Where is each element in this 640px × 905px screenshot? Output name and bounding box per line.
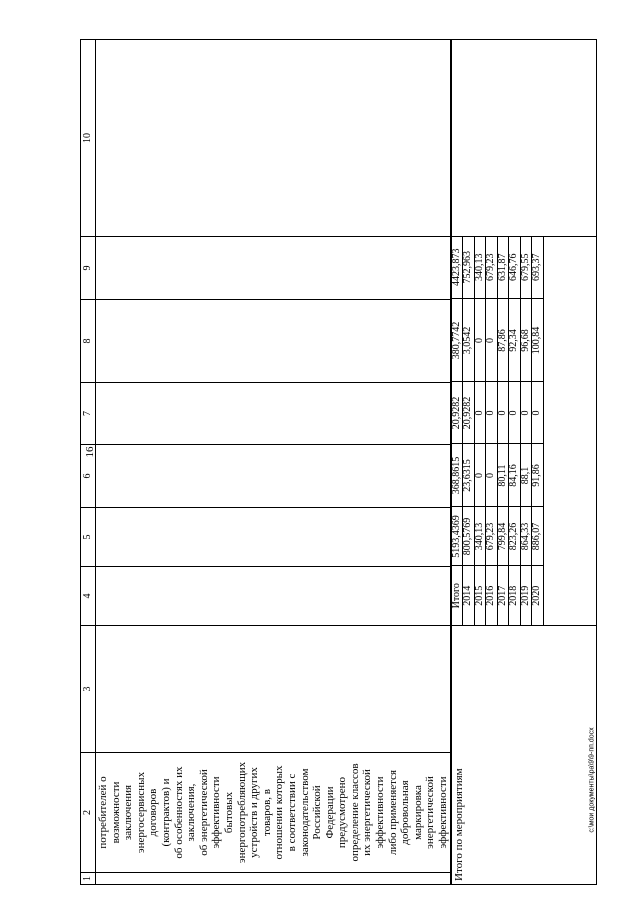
totals-cell-c5: 886,07 (532, 507, 544, 566)
totals-cell-c6: 84,16 (509, 444, 521, 507)
column-number: 7 (81, 383, 96, 445)
measure-number-cell (96, 873, 451, 885)
totals-cell-c6: 80,11 (497, 444, 509, 507)
totals-cell-c8: 0 (474, 299, 486, 382)
totals-cell-c9: 340,13 (474, 236, 486, 299)
total-row (451, 40, 597, 885)
column-number-row (81, 40, 96, 885)
totals-cell-c5: 800,5769 (463, 507, 475, 566)
totals-cell-c8: 0 (486, 299, 498, 382)
totals-cell-c8: 380,7742 (452, 299, 463, 382)
page-number: 16 (84, 446, 96, 458)
column-number: 1 (81, 873, 96, 885)
totals-cell-c5: 864,33 (520, 507, 532, 566)
totals-cell-c6: 23,6315 (463, 444, 475, 507)
empty-cell (451, 40, 597, 237)
measure-description: потребителей о возможности заключения энергосервисных договоров (контрактов) и об особенностях их заключения, об энергетической эффективности бытовых энергопотребляющих устройств и других товаров, в отношении которых в соответствии с законодательством Российской Федерации предусмотрено определение классов их энергетической эффективности либо применяется добровольная маркировка энергетической эффективности (96, 753, 451, 873)
measure-row (96, 40, 451, 885)
totals-cell-c5: 679,23 (486, 507, 498, 566)
totals-row (520, 236, 532, 625)
column-number: 2 (81, 753, 96, 873)
totals-cell-c8: 92,34 (509, 299, 521, 382)
total-label-cell (451, 626, 597, 885)
totals-cell-c9: 679,23 (486, 236, 498, 299)
totals-row (532, 236, 544, 625)
totals-cell-c9: 646,76 (509, 236, 521, 299)
totals-table (452, 236, 544, 625)
totals-cell-c6: 91,86 (532, 444, 544, 507)
totals-cell-c7: 0 (509, 382, 521, 444)
totals-cell-c8: 87,86 (497, 299, 509, 382)
column-number: 8 (81, 300, 96, 383)
totals-cell-c7: 0 (520, 382, 532, 444)
totals-body (452, 236, 544, 625)
empty-cell (96, 237, 451, 300)
totals-row (474, 236, 486, 625)
totals-cell-c5: 823,26 (509, 507, 521, 566)
totals-row (452, 236, 463, 625)
totals-cell-c9: 679,55 (520, 236, 532, 299)
totals-cell-c6: 88,1 (520, 444, 532, 507)
empty-cell (96, 445, 451, 508)
totals-cell-period: 2020 (532, 566, 544, 625)
totals-row (463, 236, 475, 625)
totals-cell-c9: 752,963 (463, 236, 475, 299)
totals-cell-c6: 0 (486, 444, 498, 507)
column-number: 6 (81, 445, 96, 508)
total-label: Итого по мероприятиям (452, 768, 465, 881)
column-number: 5 (81, 508, 96, 567)
totals-cell-period: 2017 (497, 566, 509, 625)
totals-cell (451, 237, 597, 626)
totals-cell-c6: 0 (474, 444, 486, 507)
totals-row (509, 236, 521, 625)
totals-cell-period: 2019 (520, 566, 532, 625)
empty-cell (96, 626, 451, 753)
empty-cell (96, 508, 451, 567)
totals-cell-period: 2018 (509, 566, 521, 625)
column-number: 9 (81, 237, 96, 300)
totals-cell-c5: 5193,4369 (452, 507, 463, 566)
totals-cell-period: Итого (452, 566, 463, 625)
totals-cell-period: 2014 (463, 566, 475, 625)
column-number: 3 (81, 626, 96, 753)
totals-cell-period: 2016 (486, 566, 498, 625)
empty-cell (96, 40, 451, 237)
empty-cell (96, 567, 451, 626)
totals-cell-c9: 4423,873 (452, 236, 463, 299)
totals-cell-c7: 0 (474, 382, 486, 444)
totals-cell-c7: 0 (497, 382, 509, 444)
totals-cell-c5: 340,13 (474, 507, 486, 566)
totals-row (486, 236, 498, 625)
program-table-wrapper (80, 40, 590, 885)
totals-cell-c8: 96,68 (520, 299, 532, 382)
totals-cell-c6: 368,8615 (452, 444, 463, 507)
totals-cell-c7: 0 (486, 382, 498, 444)
totals-cell-c7: 20,9282 (452, 382, 463, 444)
totals-cell-c7: 0 (532, 382, 544, 444)
column-number: 4 (81, 567, 96, 626)
totals-cell-c7: 20,9282 (463, 382, 475, 444)
totals-cell-c8: 3,0542 (463, 299, 475, 382)
totals-cell-c9: 631,87 (497, 236, 509, 299)
totals-cell-c9: 693,37 (532, 236, 544, 299)
totals-cell-c8: 100,84 (532, 299, 544, 382)
empty-cell (96, 300, 451, 383)
totals-cell-c5: 799,84 (497, 507, 509, 566)
footer-file-path: c:\мои документы\ра\9\9-пп.docx (588, 727, 596, 833)
program-table (80, 39, 597, 885)
totals-cell-period: 2015 (474, 566, 486, 625)
empty-cell (96, 383, 451, 445)
column-number: 10 (81, 40, 96, 237)
totals-row (497, 236, 509, 625)
